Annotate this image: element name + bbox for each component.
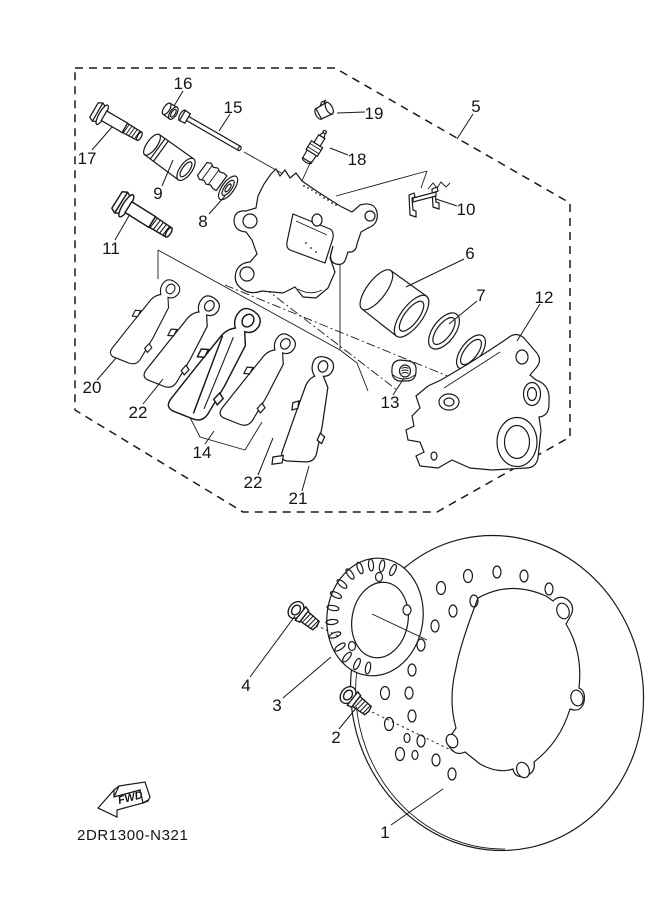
callout-13: 13 (380, 393, 400, 412)
callout-9: 9 (153, 184, 163, 203)
caliper-body-drawing (234, 169, 377, 298)
pad-21-drawing (271, 351, 346, 476)
callout-16: 16 (173, 74, 193, 93)
callout-8: 8 (198, 212, 208, 231)
sleeve-9-drawing (140, 131, 198, 183)
seal-7a-drawing (423, 308, 466, 355)
callout-20: 20 (82, 378, 102, 397)
callout-10: 10 (456, 200, 476, 219)
callout-22b: 22 (243, 473, 263, 492)
callout-18: 18 (347, 150, 367, 169)
callout-6: 6 (465, 244, 475, 263)
callout-2: 2 (331, 728, 341, 747)
cap-16-drawing (160, 101, 180, 121)
bleeder-18-drawing (300, 127, 331, 165)
callout-7: 7 (476, 286, 486, 305)
fwd-label: FWD (116, 789, 145, 807)
callout-12: 12 (534, 288, 554, 307)
fwd-arrow (98, 782, 150, 817)
boot-8-drawing (194, 158, 241, 203)
callout-17: 17 (77, 149, 97, 168)
callout-14: 14 (192, 443, 212, 462)
piston-6-drawing (354, 264, 435, 342)
cap-19-drawing (312, 99, 335, 121)
bolt-11-drawing (110, 189, 177, 244)
bolt-4-drawing (285, 599, 323, 634)
part-code: 2DR1300-N321 (77, 827, 189, 844)
callout-22a: 22 (128, 403, 148, 422)
callout-4: 4 (241, 676, 251, 695)
callout-3: 3 (272, 696, 282, 715)
callout-19: 19 (364, 104, 384, 123)
nut-13-drawing (392, 360, 416, 381)
callout-5: 5 (471, 97, 481, 116)
callout-15: 15 (223, 98, 243, 117)
bolt-17-drawing (88, 100, 146, 146)
spring-clip-10-drawing (409, 182, 450, 217)
callout-21: 21 (288, 489, 308, 508)
callout-11: 11 (102, 239, 120, 258)
callout-1: 1 (380, 823, 390, 842)
